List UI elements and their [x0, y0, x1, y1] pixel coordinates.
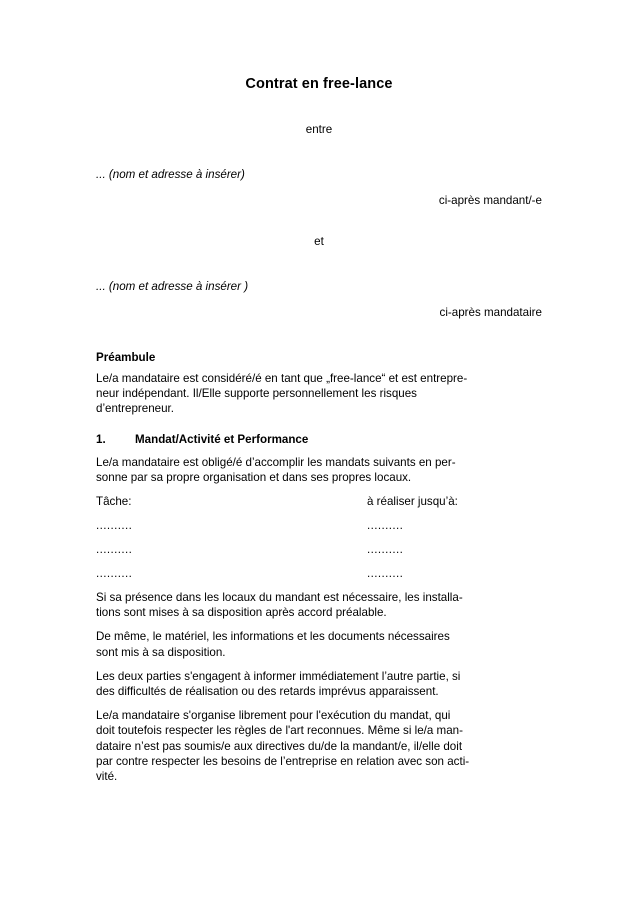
spacer	[96, 660, 542, 669]
spacer	[96, 92, 542, 122]
preamble-line-2: neur indépendant. Il/Elle supporte personnellement les risques	[96, 387, 417, 401]
task-deadline-2[interactable]: ..........	[367, 543, 404, 557]
spacer	[96, 533, 542, 542]
task-column-header-deadline: à réaliser jusqu’à:	[367, 495, 458, 509]
between-label: entre	[305, 123, 333, 136]
spacer	[96, 137, 542, 167]
spacer	[96, 509, 542, 518]
preamble-line-1: Le/a mandataire est considéré/é en tant que „free-lance“ et est entrepre-	[96, 372, 468, 385]
spacer	[96, 417, 542, 432]
section-1-paragraph-4	[96, 708, 542, 784]
table-row	[96, 566, 542, 581]
task-table-header	[96, 494, 542, 509]
paragraph-4-line-4: par contre respecter les besoins de l’entreprise en relation avec son acti-	[96, 754, 470, 768]
section-1-paragraph-2	[96, 629, 542, 659]
paragraph-4-line-5: vité.	[96, 770, 118, 784]
party-two-placeholder: ... (nom et adresse à insérer )	[96, 280, 249, 293]
preamble-line-3: d’entrepreneur.	[96, 402, 174, 416]
table-row	[96, 542, 542, 557]
paragraph-2-line-2: sont mis à sa disposition.	[96, 645, 226, 659]
spacer	[96, 208, 542, 234]
section-1-heading	[96, 432, 542, 447]
paragraph-4-line-3: dataire n’est pas soumis/e aux directives du/de la mandant/e, il/elle doit	[96, 739, 463, 753]
spacer	[96, 182, 542, 193]
table-row	[96, 518, 542, 533]
section-1-paragraph-3	[96, 669, 542, 699]
party-one-role: ci-après mandant/-e	[438, 194, 542, 207]
task-field-3[interactable]: ..........	[96, 567, 133, 581]
preamble-heading: Préambule	[96, 351, 156, 364]
document-content	[96, 0, 542, 784]
spacer	[96, 485, 542, 494]
section-1-paragraph-1	[96, 590, 542, 620]
and-label: et	[314, 235, 324, 248]
section-1-title: Mandat/Activité et Performance	[135, 432, 309, 446]
section-1-intro	[96, 455, 542, 485]
spacer	[96, 447, 542, 455]
spacer	[96, 249, 542, 279]
party-two-role: ci-après mandataire	[439, 306, 542, 319]
section-1-intro-line-1: Le/a mandataire est obligé/é d’accomplir les mandats suivants en per-	[96, 455, 456, 469]
section-1-number: 1.	[96, 432, 106, 446]
paragraph-1-line-1: Si sa présence dans les locaux du mandant est nécessaire, les installa-	[96, 591, 463, 605]
preamble-paragraph	[96, 371, 542, 417]
spacer	[96, 557, 542, 566]
paragraph-4-line-2: doit toutefois respecter les règles de l'art reconnues. Même si le/a man-	[96, 724, 463, 738]
paragraph-1-line-2: tions sont mises à sa disposition après accord préalable.	[96, 606, 387, 620]
spacer	[96, 294, 542, 305]
spacer	[96, 699, 542, 708]
page-title: Contrat en free-lance	[245, 76, 393, 92]
paragraph-3-line-2: des difficultés de réalisation ou des retards imprévus apparaissent.	[96, 685, 439, 699]
paragraph-2-line-1: De même, le matériel, les informations et les documents nécessaires	[96, 630, 450, 644]
task-field-1[interactable]: ..........	[96, 519, 133, 533]
task-column-header-tache: Tâche:	[96, 495, 132, 509]
paragraph-4-line-1: Le/a mandataire s'organise librement pour l'exécution du mandat, qui	[96, 709, 451, 723]
paragraph-3-line-1: Les deux parties s'engagent à informer immédiatement l’autre partie, si	[96, 669, 461, 683]
spacer	[96, 320, 542, 350]
section-1-intro-line-2: sonne par sa propre organisation et dans ses propres locaux.	[96, 470, 412, 484]
spacer	[96, 581, 542, 590]
task-deadline-3[interactable]: ..........	[367, 567, 404, 581]
spacer	[96, 620, 542, 629]
party-one-placeholder: ... (nom et adresse à insérer)	[96, 168, 245, 181]
task-field-2[interactable]: ..........	[96, 543, 133, 557]
task-deadline-1[interactable]: ..........	[367, 519, 404, 533]
